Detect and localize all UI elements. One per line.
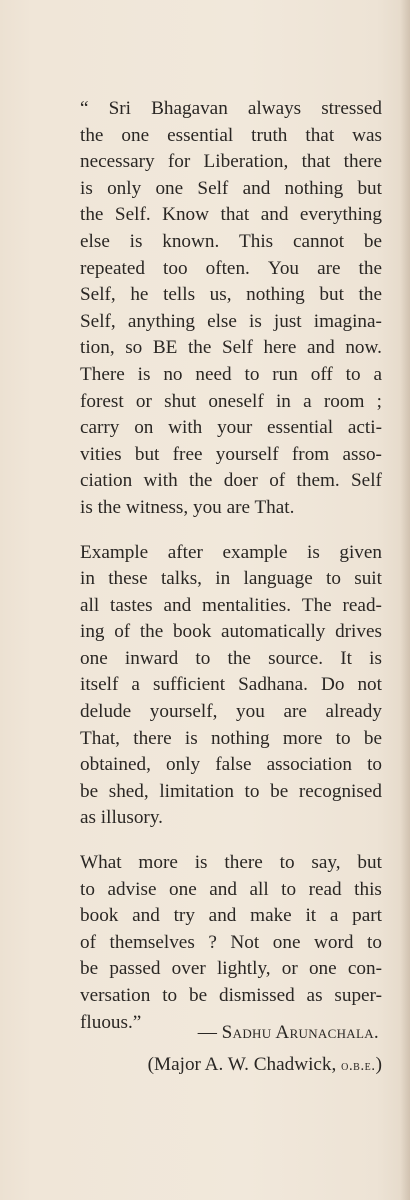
text-line: Example after example is given bbox=[80, 541, 382, 563]
text-line: Self, anything else is just imagina- bbox=[80, 310, 382, 332]
text-line: is only one Self and nothing but bbox=[80, 177, 382, 199]
text-line: carry on with your essential acti- bbox=[80, 417, 382, 439]
text-line: book and try and make it a part bbox=[80, 905, 382, 927]
text-line: the Self. Know that and everything bbox=[80, 204, 382, 226]
paragraph bbox=[80, 540, 382, 833]
text-line: vities but free yourself from asso- bbox=[80, 443, 382, 465]
text-line: ing of the book automatically drives bbox=[80, 621, 382, 643]
paragraph-gap bbox=[80, 832, 382, 850]
text-line: Self, he tells us, nothing but the bbox=[80, 284, 382, 306]
text-line: the one essential truth that was bbox=[80, 124, 382, 146]
text-line: as illusory. bbox=[80, 807, 163, 829]
text-line: all tastes and mentalities. The read- bbox=[80, 594, 382, 616]
signature-credit-close: ) bbox=[375, 1054, 382, 1075]
paragraph bbox=[80, 96, 382, 522]
paragraph-gap bbox=[80, 522, 382, 540]
signature-credit bbox=[70, 1052, 382, 1080]
page-edge-shadow bbox=[400, 0, 410, 1200]
text-line: necessary for Liberation, that there bbox=[80, 151, 382, 173]
signature-dash: — bbox=[197, 1022, 222, 1043]
text-line: delude yourself, you are already bbox=[80, 701, 382, 723]
text-line: is the witness, you are That. bbox=[80, 496, 295, 518]
text-line: There is no need to run off to a bbox=[80, 363, 382, 385]
text-line: That, there is nothing more to be bbox=[80, 727, 382, 749]
text-line: be shed, limitation to be recognised bbox=[80, 780, 382, 802]
quote-text bbox=[80, 96, 382, 1036]
text-line: fluous.” bbox=[80, 1011, 142, 1033]
text-line: be passed over lightly, or one con- bbox=[80, 958, 382, 980]
text-line: repeated too often. You are the bbox=[80, 257, 382, 279]
text-line: tion, so BE the Self here and now. bbox=[80, 337, 382, 359]
signature-name: Sadhu Arunachala. bbox=[221, 1022, 379, 1043]
text-line: What more is there to say, but bbox=[80, 852, 382, 874]
text-line: else is known. This cannot be bbox=[80, 230, 382, 252]
text-line: of themselves ? Not one word to bbox=[80, 931, 382, 953]
signature-credit-open: (Major A. W. Chadwick, bbox=[147, 1054, 342, 1075]
text-line: obtained, only false association to bbox=[80, 754, 382, 776]
text-line: in these talks, in language to suit bbox=[80, 568, 382, 590]
text-line: versation to be dismissed as super- bbox=[80, 985, 382, 1006]
signature-honour: o.b.e. bbox=[341, 1058, 376, 1074]
text-line: “ Sri Bhagavan always stressed bbox=[80, 98, 382, 119]
paragraph bbox=[80, 850, 382, 1036]
text-line: ciation with the doer of them. Self bbox=[80, 470, 382, 492]
text-line: itself a sufficient Sadhana. Do not bbox=[80, 674, 382, 696]
text-line: forest or shut oneself in a room ; bbox=[80, 390, 382, 412]
text-line: one inward to the source. It is bbox=[80, 647, 382, 669]
signature-author bbox=[137, 1020, 379, 1047]
text-line: to advise one and all to read this bbox=[80, 878, 382, 900]
